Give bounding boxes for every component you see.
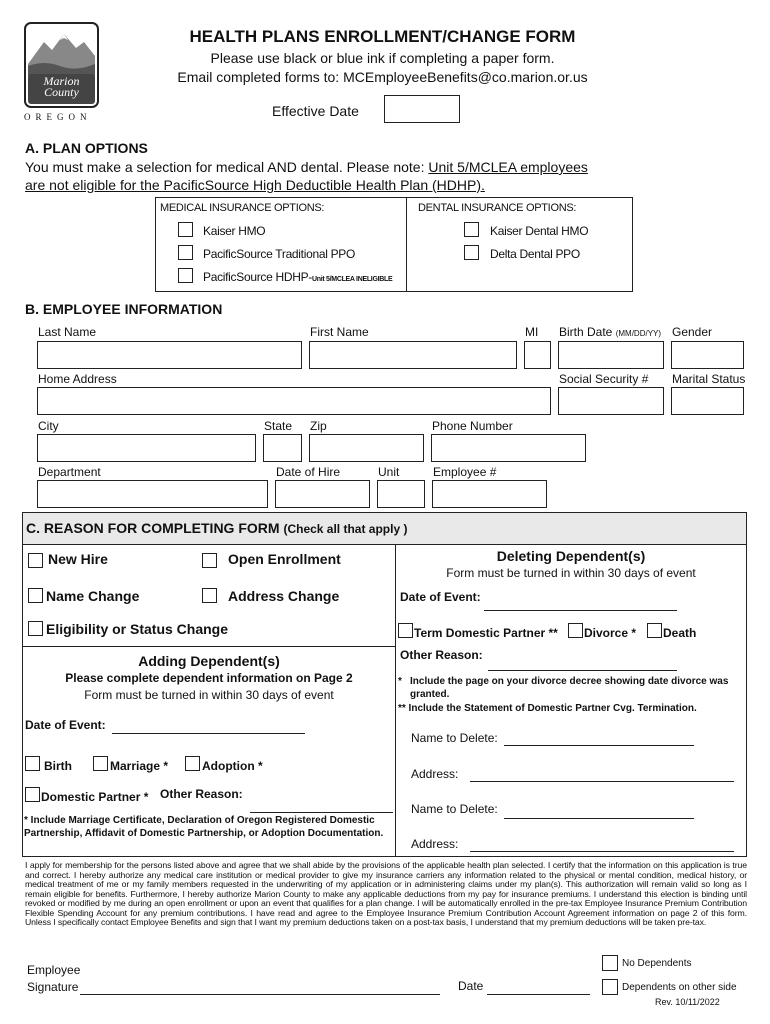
kaiser-dental-checkbox[interactable] (464, 222, 479, 237)
pacificsource-ppo-checkbox[interactable] (178, 245, 193, 260)
marital-status-label: Marital Status (672, 372, 746, 386)
adding-divider (23, 646, 395, 647)
deleting-other-reason-line[interactable] (488, 670, 677, 671)
address-label-1: Address: (411, 767, 459, 781)
marital-status-field[interactable] (671, 387, 744, 415)
ink-instructions: Please use black or blue ink if completing a paper form. (210, 50, 555, 66)
adding-date-label: Date of Event: (25, 718, 106, 732)
delta-dental-label: Delta Dental PPO (490, 247, 580, 261)
plan-divider (406, 198, 407, 291)
date-line[interactable] (487, 994, 590, 995)
pacificsource-ppo-label: PacificSource Traditional PPO (203, 247, 356, 261)
city-field[interactable] (37, 434, 256, 462)
zip-field[interactable] (309, 434, 424, 462)
dependents-other-side-checkbox[interactable] (602, 979, 618, 995)
birth-checkbox[interactable] (25, 756, 40, 771)
pacificsource-hdhp-label (203, 270, 392, 284)
address-change-label: Address Change (228, 588, 340, 604)
unit-field[interactable] (377, 480, 425, 508)
revision-date: Rev. 10/11/2022 (655, 997, 720, 1007)
first-name-label: First Name (310, 325, 369, 339)
plan-note-hdhp: are not eligible for the PacificSource High Deductible Health Plan (HDHP). (25, 177, 485, 193)
adding-sub: Form must be turned in within 30 days of event (84, 688, 334, 702)
name-to-delete-label-2: Name to Delete: (411, 802, 498, 816)
home-address-field[interactable] (37, 387, 551, 415)
address-line-1[interactable] (470, 781, 734, 782)
birth-date-text: Birth Date (559, 325, 613, 339)
plan-note (25, 158, 588, 194)
delta-dental-checkbox[interactable] (464, 245, 479, 260)
form-title: HEALTH PLANS ENROLLMENT/CHANGE FORM (189, 27, 576, 46)
open-enrollment-label: Open Enrollment (228, 551, 341, 567)
open-enrollment-checkbox[interactable] (202, 553, 217, 568)
name-to-delete-line-2[interactable] (504, 818, 694, 819)
section-a-title: A. PLAN OPTIONS (25, 140, 148, 156)
kaiser-hmo-checkbox[interactable] (178, 222, 193, 237)
department-field[interactable] (37, 480, 268, 508)
signature-label: Signature (27, 980, 79, 994)
logo-state: OREGON (24, 112, 92, 122)
birth-label: Birth (44, 759, 72, 773)
dental-options-header: DENTAL INSURANCE OPTIONS: (418, 202, 577, 214)
name-to-delete-label-1: Name to Delete: (411, 731, 498, 745)
deleting-title: Deleting Dependent(s) (496, 548, 646, 564)
address-line-2[interactable] (470, 851, 734, 852)
divorce-note-text: Include the page on your divorce decree showing date divorce was granted. (410, 676, 729, 700)
last-name-label: Last Name (38, 325, 97, 339)
first-name-field[interactable] (309, 341, 517, 369)
adoption-checkbox[interactable] (185, 756, 200, 771)
phone-label: Phone Number (432, 419, 513, 433)
hdhp-ineligible-note: Unit 5/MCLEA INELIGIBLE (312, 276, 393, 283)
kaiser-hmo-label: Kaiser HMO (203, 224, 266, 238)
birth-date-field[interactable] (558, 341, 664, 369)
city-label: City (38, 419, 59, 433)
ssn-label: Social Security # (559, 372, 649, 386)
logo-line2: County (44, 85, 79, 99)
section-c-title-note: (Check all that apply ) (283, 522, 408, 536)
marriage-label: Marriage * (110, 759, 169, 773)
adding-note: Please complete dependent information on Page 2 (65, 671, 353, 685)
domestic-partner-checkbox[interactable] (25, 787, 40, 802)
divorce-checkbox[interactable] (568, 623, 583, 638)
pacificsource-hdhp-checkbox[interactable] (178, 268, 193, 283)
address-label-2: Address: (411, 837, 459, 851)
date-of-hire-field[interactable] (275, 480, 370, 508)
logo-line1: Marion (43, 74, 80, 88)
gender-label: Gender (672, 325, 713, 339)
term-domestic-partner-checkbox[interactable] (398, 623, 413, 638)
adding-date-line[interactable] (112, 733, 305, 734)
section-c-divider (395, 544, 396, 856)
gender-field[interactable] (671, 341, 744, 369)
medical-options-header: MEDICAL INSURANCE OPTIONS: (160, 202, 325, 214)
deleting-other-reason-label: Other Reason: (400, 648, 483, 662)
mi-label: MI (525, 325, 539, 339)
deleting-date-label: Date of Event: (400, 590, 481, 604)
domestic-partner-label: Domestic Partner * (41, 790, 149, 804)
death-label: Death (663, 626, 697, 640)
adoption-label: Adoption * (202, 759, 263, 773)
employee-label: Employee (27, 963, 81, 977)
kaiser-dental-label: Kaiser Dental HMO (490, 224, 589, 238)
no-dependents-label: No Dependents (622, 958, 692, 969)
name-change-checkbox[interactable] (28, 588, 43, 603)
eligibility-label: Eligibility or Status Change (46, 621, 229, 637)
term-domestic-partner-label: Term Domestic Partner ** (414, 626, 558, 640)
agreement-text: I apply for membership for the persons listed above and agree that we shall abide by the provisions of the applicable health plan selected. I certify that the information on this application is true and correct. I hereby authorize any medical care institution or medical provider to give my insurance carriers any information related to the physical or mental condition, medical history, or medical treatment of me or my family members requested in the underwriting of my application or in administering claims under my plan(s). This authorization will remain valid so long as I remain eligible for benefits. Furthermore, I hereby authorize Marion County to make any applicable deductions from my pay for insurance premiums. I understand this election is binding until revoked or modified by me during an open enrollment or upon an event that qualifies for a plan change. I will be automatically enrolled in the pre-tax Employee Insurance Premium Contribution Flexible Spending Account for any premium contributions. I have read and agree to the Employee Insurance Premium Contribution Account Agreement information on page 2 of this form. Unless I specifically contact Employee Benefits and sign that I want my premium deductions taken on a post-tax basis, I understand that my premium deductions will be taken pre-tax. (25, 860, 747, 927)
zip-label: Zip (310, 419, 327, 433)
section-b-title: B. EMPLOYEE INFORMATION (25, 301, 223, 317)
employee-number-field[interactable] (432, 480, 547, 508)
state-field[interactable] (263, 434, 302, 462)
birth-date-label (559, 325, 661, 339)
date-label: Date (458, 979, 484, 993)
deleting-date-line[interactable] (484, 610, 677, 611)
adding-title: Adding Dependent(s) (138, 653, 280, 669)
name-to-delete-line-1[interactable] (504, 745, 694, 746)
ssn-field[interactable] (558, 387, 664, 415)
signature-line[interactable] (80, 994, 440, 995)
death-checkbox[interactable] (647, 623, 662, 638)
logo-text (30, 76, 93, 98)
divorce-label: Divorce * (584, 626, 637, 640)
unit-label: Unit (378, 465, 400, 479)
hdhp-label-text: PacificSource HDHP- (203, 270, 312, 284)
date-of-hire-label: Date of Hire (276, 465, 341, 479)
phone-field[interactable] (431, 434, 586, 462)
email-instructions: Email completed forms to: MCEmployeeBenefits@co.marion.or.us (177, 69, 588, 85)
state-label: State (264, 419, 293, 433)
department-label: Department (38, 465, 101, 479)
effective-date-field[interactable] (384, 95, 460, 123)
effective-date-label: Effective Date (272, 103, 359, 119)
deleting-sub: Form must be turned in within 30 days of event (446, 566, 696, 580)
name-change-label: Name Change (46, 588, 140, 604)
adding-other-reason-label: Other Reason: (160, 787, 243, 801)
birth-date-format: (MM/DD/YY) (615, 329, 662, 338)
adding-other-reason-line[interactable] (250, 812, 393, 813)
dependents-other-side-label: Dependents on other side (622, 982, 737, 993)
section-c-title-text: C. REASON FOR COMPLETING FORM (26, 520, 280, 536)
home-address-label: Home Address (38, 372, 117, 386)
no-dependents-checkbox[interactable] (602, 955, 618, 971)
county-logo (24, 22, 99, 108)
divorce-note: * Include the page on your divorce decree showing date divorce was granted. (398, 675, 738, 701)
employee-number-label: Employee # (433, 465, 497, 479)
domestic-termination-note: ** Include the Statement of Domestic Partner Cvg. Termination. (398, 703, 697, 714)
address-change-checkbox[interactable] (202, 588, 217, 603)
new-hire-label: New Hire (48, 551, 108, 567)
new-hire-checkbox[interactable] (28, 553, 43, 568)
plan-note-unit: Unit 5/MCLEA employees (428, 159, 588, 175)
plan-note-text: You must make a selection for medical AND dental. Please note: (25, 159, 429, 175)
section-c-title (26, 520, 407, 536)
marriage-checkbox[interactable] (93, 756, 108, 771)
last-name-field[interactable] (37, 341, 302, 369)
eligibility-checkbox[interactable] (28, 621, 43, 636)
adding-footnote: * Include Marriage Certificate, Declaration of Oregon Registered Domestic Partnership, Affidavit of Domestic Partnership, or Adoption Documentation. (24, 815, 384, 839)
mi-field[interactable] (524, 341, 551, 369)
